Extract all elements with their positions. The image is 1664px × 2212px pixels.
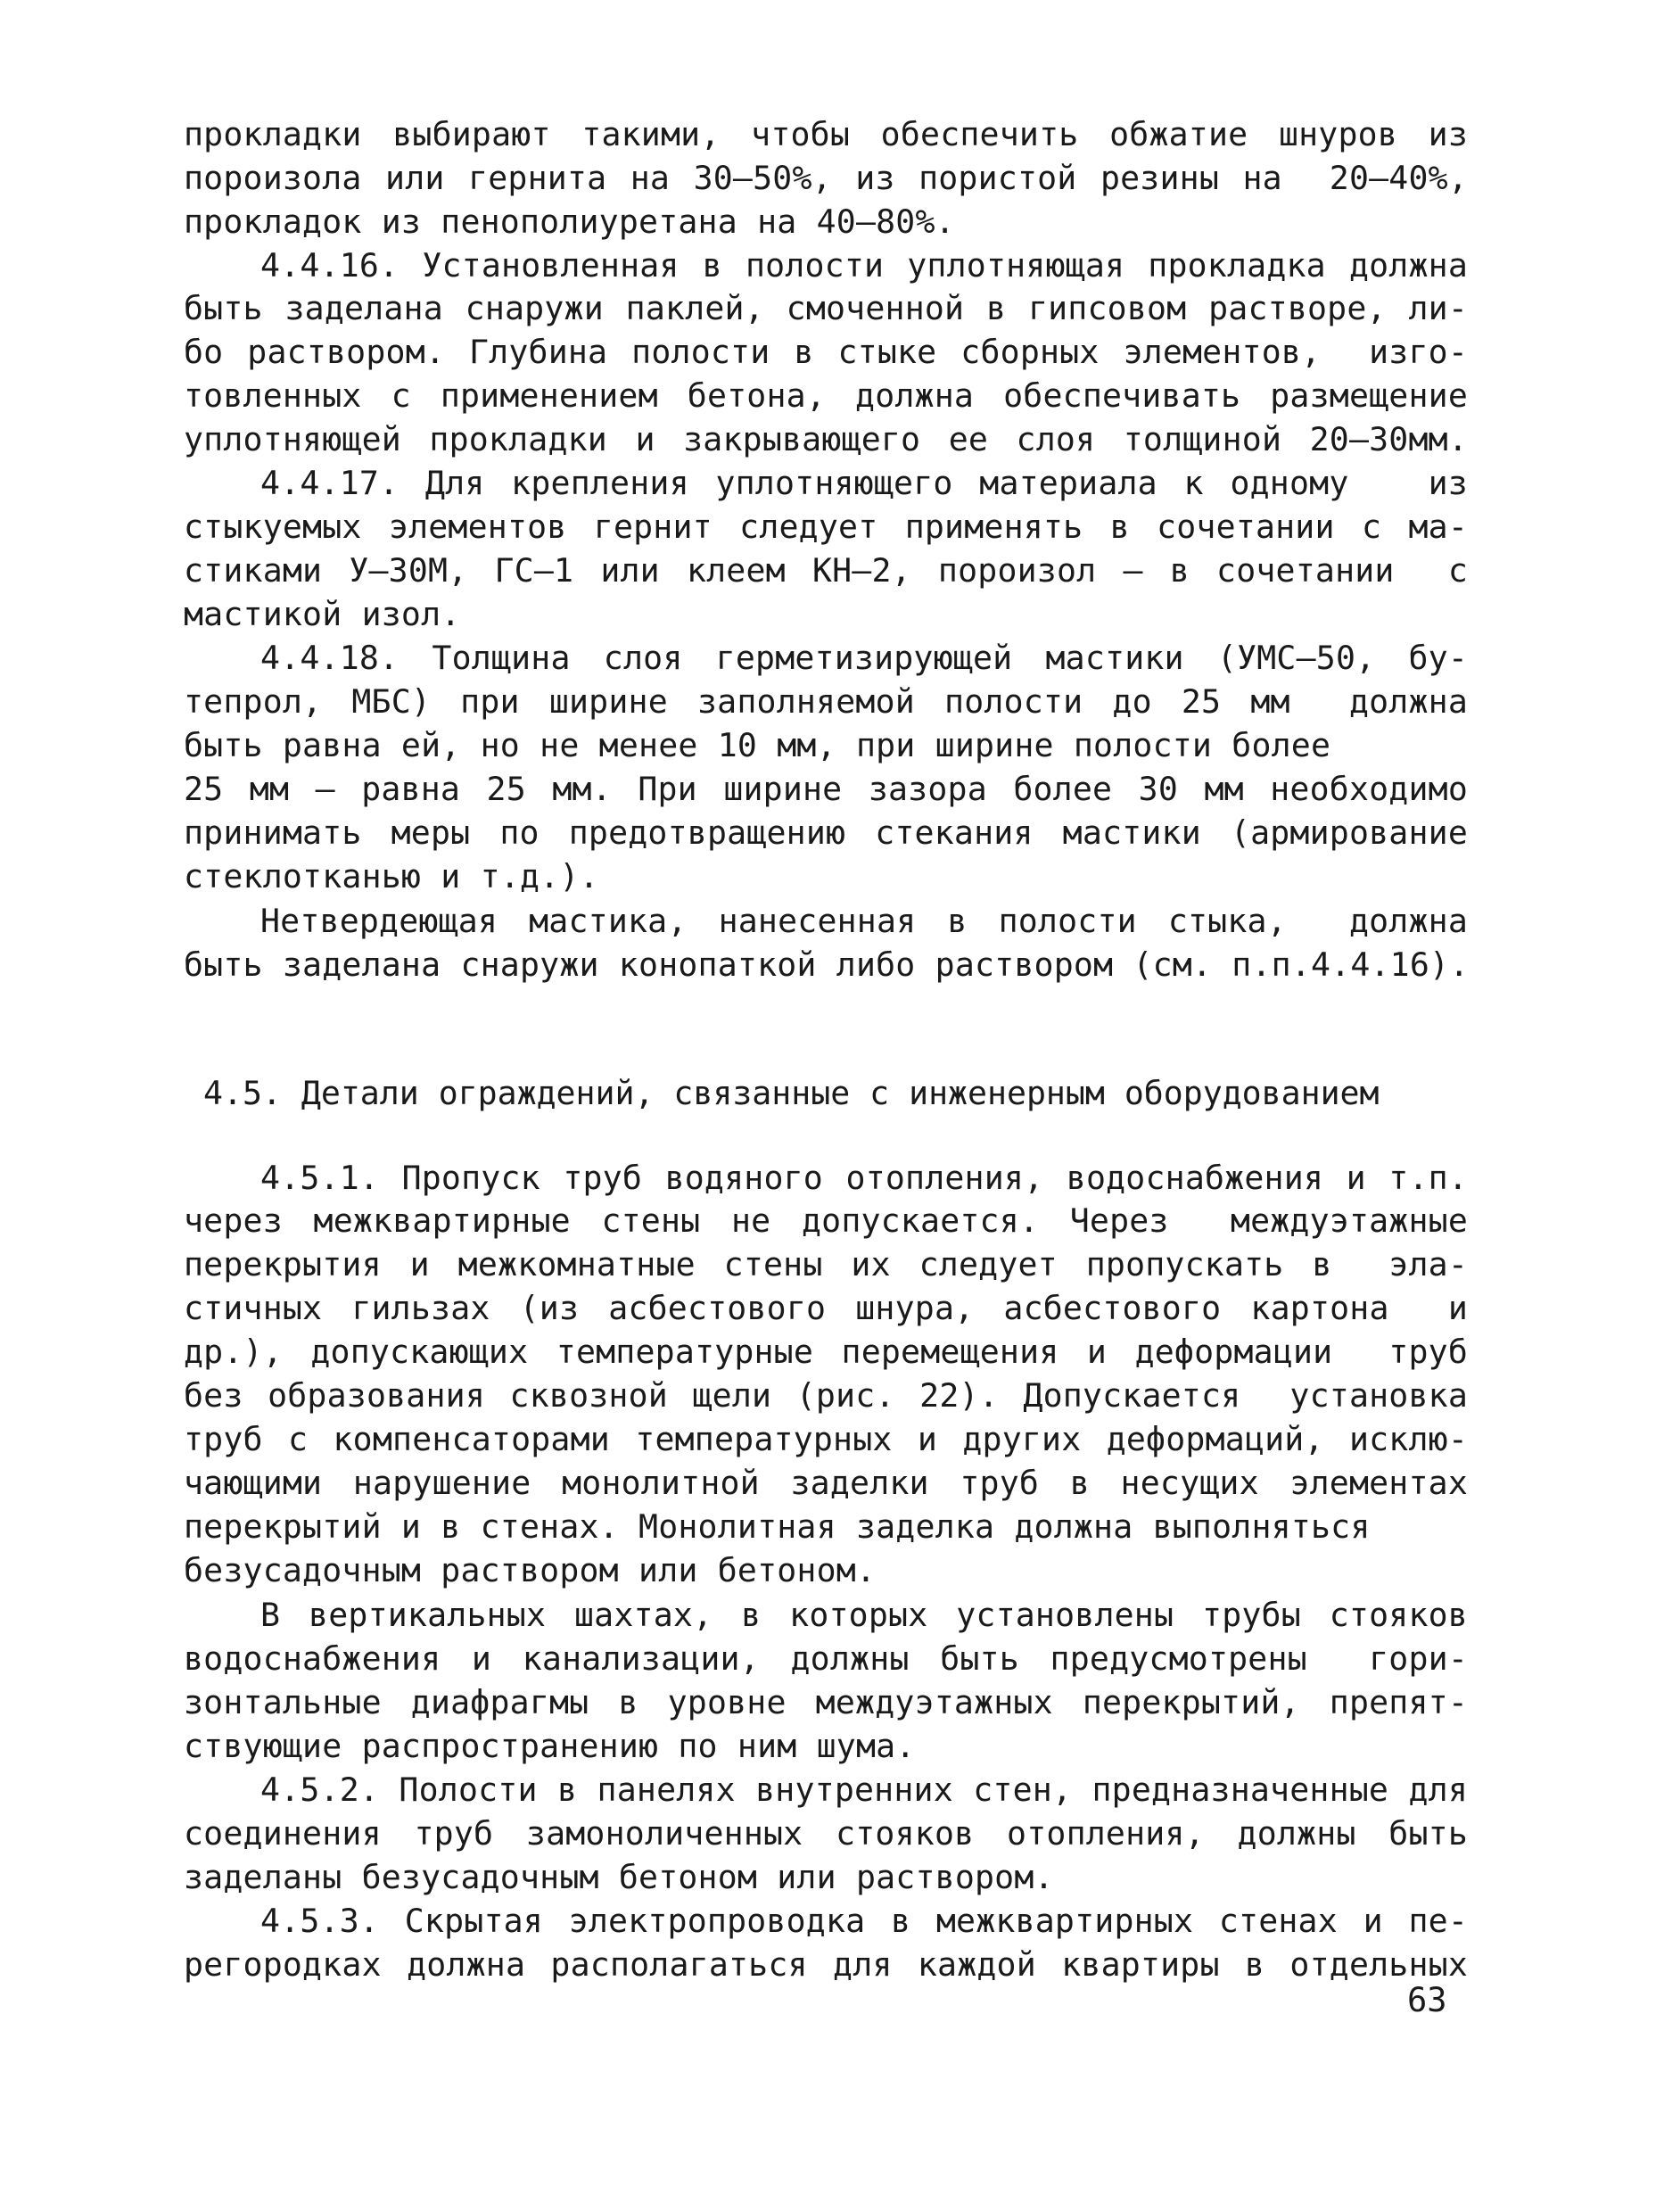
text-line: заделаны безусадочным бетоном или раствором. <box>184 1858 1054 1896</box>
paragraph-4-4-18: 4.4.18. Толщина слоя герметизирующей мастики (УМС–50, бу- <box>260 639 1468 677</box>
text-line: прокладок из пенополиуретана на 40–80%. <box>184 202 955 241</box>
text-line: 25 мм – равна 25 мм. При ширине зазора более 30 мм необходимо <box>184 770 1468 808</box>
paragraph-4-5-1: 4.5.1. Пропуск труб водяного отопления, водоснабжения и т.п. <box>260 1159 1468 1197</box>
text-line: товленных с применением бетона, должна обеспечивать размещение <box>184 376 1468 415</box>
text-line: стиками У–30М, ГС–1 или клеем КН–2, пороизол – в сочетании с <box>184 551 1468 590</box>
text-line: перекрытия и межкомнатные стены их следует пропускать в эла- <box>184 1245 1468 1283</box>
text-line: уплотняющей прокладки и закрывающего ее слоя толщиной 20–30мм. <box>184 420 1468 458</box>
text-line: без образования сквозной щели (рис. 22). Допускается установка <box>184 1376 1468 1415</box>
text-line: бо раствором. Глубина полости в стыке сборных элементов, изго- <box>184 333 1468 371</box>
text-line: водоснабжения и канализации, должны быть предусмотрены гори- <box>184 1639 1468 1678</box>
paragraph-vertical-shafts: В вертикальных шахтах, в которых установлены трубы стояков <box>260 1596 1468 1634</box>
paragraph-4-4-16: 4.4.16. Установленная в полости уплотняющая прокладка должна <box>260 246 1468 285</box>
text-line: перекрытий и в стенах. Монолитная заделка должна выполняться <box>184 1507 1371 1546</box>
text-line: безусадочным раствором или бетоном. <box>184 1551 877 1589</box>
text-line: быть заделана снаружи паклей, смоченной в гипсовом растворе, ли- <box>184 289 1468 327</box>
text-line: чающими нарушение монолитной заделки труб в несущих элементах <box>184 1464 1468 1502</box>
paragraph-4-5-2: 4.5.2. Полости в панелях внутренних стен, предназначенные для <box>260 1770 1468 1809</box>
text-line: тепрол, МБС) при ширине заполняемой полости до 25 мм должна <box>184 682 1468 721</box>
text-line: прокладки выбирают такими, чтобы обеспечить обжатие шнуров из <box>184 115 1468 153</box>
text-line: ствующие распространению по ним шума. <box>184 1727 916 1765</box>
text-line: др.), допускающих температурные перемещения и деформации труб <box>184 1333 1468 1371</box>
paragraph-4-5-3: 4.5.3. Скрытая электропроводка в межквартирных стенах и пе- <box>260 1902 1468 1940</box>
text-line: соединения труб замоноличенных стояков отопления, должны быть <box>184 1814 1468 1853</box>
text-line: пороизола или гернита на 30–50%, из пористой резины на 20–40%, <box>184 159 1468 197</box>
text-line: стеклотканью и т.д.). <box>184 857 599 896</box>
text-line: быть заделана снаружи конопаткой либо раствором (см. п.п.4.4.16). <box>184 945 1470 984</box>
text-line: мастикой изол. <box>184 595 461 633</box>
text-line: быть равна ей, но не менее 10 мм, при ширине полости более <box>184 726 1331 764</box>
text-line: принимать меры по предотвращению стекания мастики (армирование <box>184 813 1468 852</box>
page-number: 63 <box>1407 1981 1447 2019</box>
text-line: регородках должна располагаться для каждой квартиры в отдельных <box>184 1945 1468 1984</box>
text-line: труб с компенсаторами температурных и других деформаций, исклю- <box>184 1420 1468 1458</box>
text-line: через межквартирные стены не допускается. Через междуэтажные <box>184 1201 1468 1240</box>
paragraph-4-4-17: 4.4.17. Для крепления уплотняющего материала к одному из <box>260 464 1468 502</box>
text-line: стичных гильзах (из асбестового шнура, асбестового картона и <box>184 1289 1468 1327</box>
paragraph-mastic: Нетвердеющая мастика, нанесенная в полости стыка, должна <box>260 902 1468 940</box>
text-line: стыкуемых элементов гернит следует применять в сочетании с ма- <box>184 508 1468 546</box>
section-heading-4-5: 4.5. Детали ограждений, связанные с инженерным оборудованием <box>203 1074 1380 1112</box>
text-line: зонтальные диафрагмы в уровне междуэтажных перекрытий, препят- <box>184 1683 1468 1721</box>
